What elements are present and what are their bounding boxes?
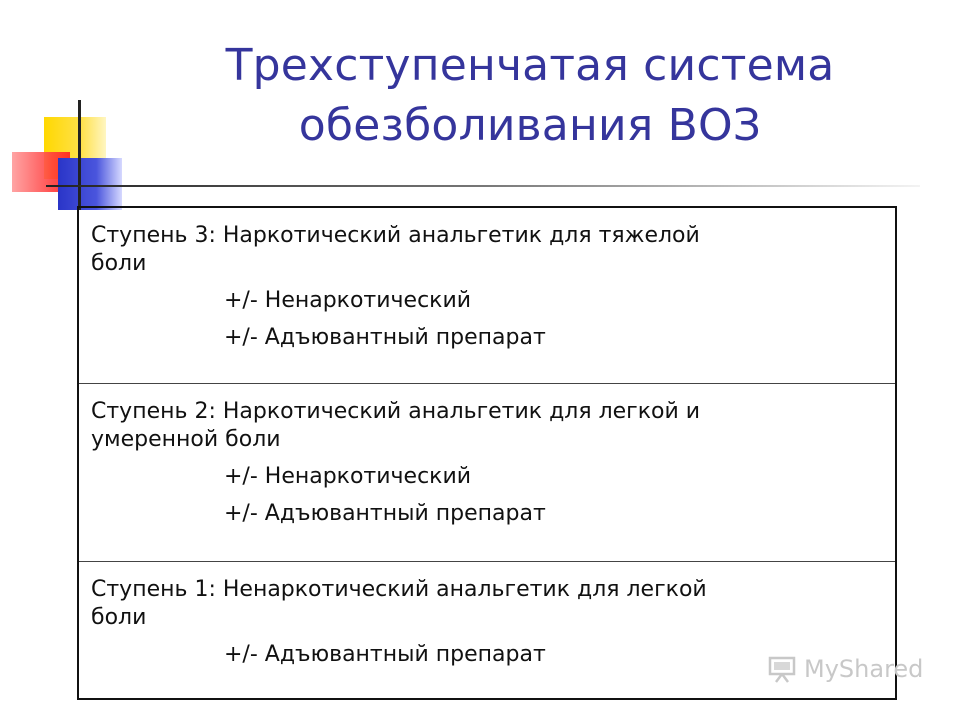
watermark-text: MyShared <box>804 655 924 683</box>
step-2-heading-line-1: Ступень 2: Наркотический анальгетик для легкой и <box>91 399 701 424</box>
watermark <box>768 655 923 683</box>
decor-vertical-line <box>78 100 81 210</box>
step-1-heading-line-1: Ступень 1: Ненаркотический анальгетик для легкой <box>91 577 707 602</box>
page-title <box>150 36 910 156</box>
step-3-heading-line-1: Ступень 3: Наркотический анальгетик для тяжелой <box>91 223 700 248</box>
title-line-2: обезболивания ВОЗ <box>298 100 762 151</box>
presentation-icon <box>768 655 798 683</box>
analgesic-ladder-table <box>77 206 897 700</box>
step-2-row <box>79 384 895 562</box>
step-1-heading-line-2: боли <box>91 605 147 630</box>
step-2-heading-line-2: умеренной боли <box>91 427 281 452</box>
step-2-option-2: +/- Адъювантный препарат <box>224 501 546 526</box>
step-1-option-1: +/- Адъювантный препарат <box>224 642 546 667</box>
step-3-row <box>79 208 895 384</box>
title-line-1: Трехступенчатая система <box>225 40 835 91</box>
decor-blue-square <box>58 158 122 210</box>
step-3-option-1: +/- Ненаркотический <box>224 288 472 313</box>
step-3-option-2: +/- Адъювантный препарат <box>224 325 546 350</box>
step-3-heading-line-2: боли <box>91 251 147 276</box>
step-2-option-1: +/- Ненаркотический <box>224 464 472 489</box>
title-underline <box>46 185 920 187</box>
